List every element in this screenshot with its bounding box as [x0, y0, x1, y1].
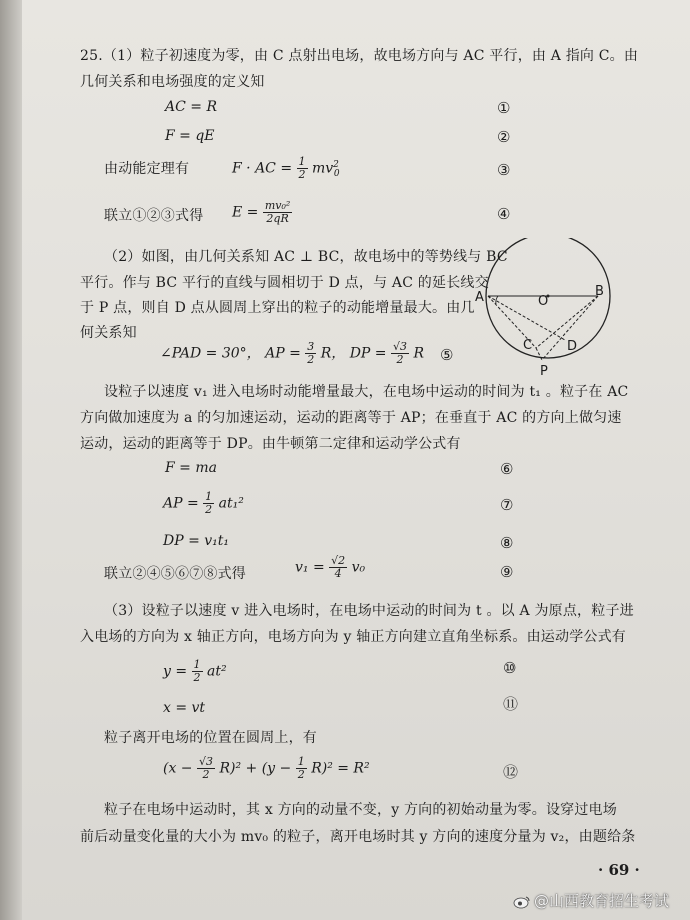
- marker-11: ⑪: [503, 695, 519, 713]
- equation-3-left: F · AC =: [232, 160, 293, 177]
- equation-6: F = ma: [165, 460, 217, 476]
- equation-3-right: mv: [311, 160, 334, 177]
- part2-line7: 运动，运动的距离等于 DP。由牛顿第二定律和运动学公式有: [80, 436, 461, 452]
- watermark-text: @山西教育招生考试: [534, 892, 670, 910]
- marker-1: ①: [497, 99, 511, 117]
- marker-2: ②: [497, 128, 511, 146]
- part3-line1: （3）设粒子以速度 v 进入电场时，在电场中运动的时间为 t 。以 A 为原点，粒子进: [104, 603, 634, 619]
- marker-12: ⑫: [503, 763, 519, 781]
- equation-7-right: at₁²: [218, 495, 244, 512]
- equation-2: F = qE: [165, 128, 215, 144]
- equation-10-fraction: [192, 659, 203, 684]
- equation-5-c: R: [413, 345, 425, 362]
- equation-5-fraction-2: [391, 341, 409, 366]
- part1-intro-line1: 25.（1）粒子初速度为零，由 C 点射出电场，故电场方向与 AC 平行，由 A 指向 C。由: [80, 48, 639, 64]
- equation-12-c: R)² = R²: [311, 760, 370, 777]
- equation-4-left: E =: [232, 204, 259, 221]
- equation-11: x = vt: [163, 700, 206, 716]
- equation-5-frac1-den: 2: [307, 353, 315, 366]
- equation-7-fraction: [203, 491, 214, 516]
- part2-line6: 方向做加速度为 a 的匀加速运动，运动的距离等于 AP；在垂直于 AC 的方向上做匀速: [80, 410, 622, 426]
- equation-5-a: ∠PAD = 30°， AP =: [160, 345, 301, 362]
- marker-5: ⑤: [440, 346, 454, 364]
- page-edge-shadow: [0, 0, 22, 920]
- part2-line4: 何关系知: [80, 325, 137, 341]
- angle-arc: [496, 296, 498, 304]
- equation-9-frac-num: √2: [331, 554, 346, 567]
- equation-3-label: 由动能定理有: [104, 161, 190, 177]
- part2-line2: 平行。作与 BC 平行的直线与圆相切于 D 点，与 AC 的延长线交: [80, 275, 489, 291]
- equation-9-frac-den: 4: [334, 567, 342, 580]
- marker-10: ⑩: [503, 659, 517, 677]
- part3-line4: 粒子在电场中运动时，其 x 方向的动量不变，y 方向的初始动量为零。设穿过电场: [104, 802, 617, 818]
- equation-4-label: 联立①②③式得: [104, 208, 204, 224]
- equation-7-left: AP =: [163, 495, 199, 512]
- equation-5-frac2-den: 2: [396, 353, 404, 366]
- part3-line2: 入电场的方向为 x 轴正方向，电场方向为 y 轴正方向建立直角坐标系。由运动学公式有: [80, 629, 627, 645]
- marker-4: ④: [497, 205, 511, 223]
- line-CP: [536, 348, 542, 360]
- equation-1: AC = R: [165, 99, 217, 115]
- marker-3: ③: [497, 161, 511, 179]
- equation-10: [163, 659, 227, 684]
- equation-10-frac-den: 2: [193, 671, 201, 684]
- equation-5: [160, 341, 424, 366]
- weibo-icon: [513, 895, 531, 909]
- equation-12-frac1-num: √3: [199, 755, 214, 768]
- equation-7: [163, 491, 244, 516]
- part2-line1: （2）如图，由几何关系知 AC ⊥ BC，故电场中的等势线与 BC: [104, 249, 508, 265]
- equation-12-a: (x −: [163, 760, 193, 777]
- equation-4-fraction: [263, 200, 292, 225]
- label-P: P: [540, 364, 548, 378]
- circle-diagram: [470, 238, 620, 378]
- label-A: A: [475, 290, 484, 305]
- equation-12-b: R)² + (y −: [219, 760, 292, 777]
- equation-4: [232, 200, 292, 225]
- part3-line3: 粒子离开电场的位置在圆周上，有: [104, 730, 317, 746]
- marker-6: ⑥: [500, 460, 514, 478]
- equation-9-left: v₁ =: [295, 559, 325, 576]
- equation-7-frac-num: 1: [205, 490, 213, 503]
- equation-8: DP = v₁t₁: [163, 533, 230, 549]
- equation-12-fraction-2: [296, 756, 307, 781]
- equation-9-label: 联立②④⑤⑥⑦⑧式得: [104, 566, 246, 582]
- equation-10-right: at²: [207, 663, 227, 680]
- equation-5-frac1-num: 3: [307, 340, 315, 353]
- line-AD: [488, 296, 565, 340]
- equation-10-frac-num: 1: [193, 658, 201, 671]
- equation-12-frac2-den: 2: [297, 768, 305, 781]
- marker-7: ⑦: [500, 496, 514, 514]
- equation-3: F · AC = $\frac{1}{2}$ $mv^2_0$: [232, 155, 340, 181]
- part1-intro-line2: 几何关系和电场强度的定义知: [80, 74, 265, 90]
- equation-4-frac-den: 2qR: [266, 212, 289, 225]
- equation-12-frac2-num: 1: [297, 755, 305, 768]
- equation-9-right: v₀: [351, 559, 366, 576]
- part2-line3: 于 P 点，则自 D 点从圆周上穿出的粒子的动能增量最大。由几: [80, 300, 475, 316]
- equation-5-fraction-1: [305, 341, 316, 366]
- equation-9-fraction: [329, 555, 347, 580]
- marker-9: ⑨: [500, 563, 514, 581]
- page-number: · 69 ·: [598, 861, 640, 879]
- label-B: B: [595, 284, 604, 299]
- marker-8: ⑧: [500, 534, 514, 552]
- label-O: O: [538, 294, 549, 309]
- equation-5-b: R， DP =: [320, 345, 387, 362]
- part2-line5: 设粒子以速度 v₁ 进入电场时动能增量最大，在电场中运动的时间为 t₁ 。粒子在 AC: [104, 384, 629, 400]
- watermark: [513, 890, 669, 911]
- equation-4-frac-num: mv₀²: [264, 199, 291, 212]
- label-D: D: [567, 339, 578, 354]
- equation-10-left: y =: [163, 663, 188, 680]
- equation-3-fraction: [297, 156, 308, 181]
- equation-7-frac-den: 2: [205, 503, 213, 516]
- equation-12: [163, 756, 370, 781]
- equation-3-frac-num: 1: [298, 155, 306, 168]
- equation-5-frac2-num: √3: [393, 340, 408, 353]
- part3-line5: 前后动量变化量的大小为 mv₀ 的粒子，离开电场时其 y 方向的速度分量为 v₂，由题给条: [80, 829, 636, 845]
- equation-3-frac-den: 2: [298, 168, 306, 181]
- equation-12-fraction-1: [197, 756, 215, 781]
- equation-12-frac1-den: 2: [202, 768, 210, 781]
- label-C: C: [523, 338, 533, 353]
- equation-9: [295, 555, 365, 580]
